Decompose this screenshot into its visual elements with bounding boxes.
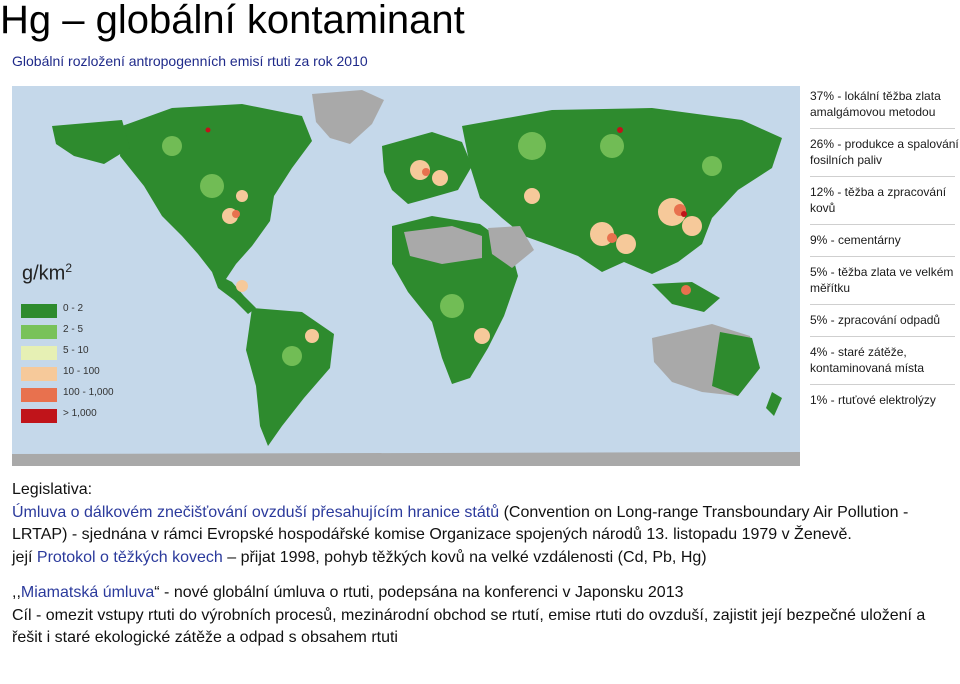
legend-label: > 1,000 (63, 408, 97, 419)
legislation-text (12, 479, 957, 650)
legend-swatch (21, 388, 57, 402)
map-legend (16, 300, 116, 426)
goal-paragraph: Cíl - omezit vstupy rtuti do výrobních procesů, mezinárodní obchod se rtutí, emise rtuti do ovzduší, zajistit její bezpečné uložení a řešit i staré ekologické zátěže a odpad s obsahem rtuti (12, 606, 926, 646)
source-item: 5% - těžba zlata ve velkém měřítku (810, 265, 954, 295)
legend-label: 100 - 1,000 (63, 387, 114, 398)
divider (810, 304, 955, 305)
source-item: 1% - rtuťové elektrolýzy (810, 393, 936, 407)
protocol-description: – přijat 1998, pohyb těžkých kovů na velké vzdálenosti (Cd, Pb, Hg) (222, 548, 707, 566)
legend-swatch (21, 304, 57, 318)
divider (810, 336, 955, 337)
legend-label: 5 - 10 (63, 345, 89, 356)
minamata-paragraph (12, 582, 957, 605)
legislation-heading: Legislativa: (12, 481, 93, 498)
protocol-prefix: její (12, 548, 37, 566)
antarctica (12, 452, 800, 466)
divider (810, 128, 955, 129)
source-item: 5% - zpracování odpadů (810, 313, 941, 327)
world-emission-map (12, 86, 800, 466)
legend-label: 10 - 100 (63, 366, 100, 377)
legend-swatch (21, 409, 57, 423)
legend-item (16, 384, 116, 405)
divider (810, 224, 955, 225)
legend-label: 0 - 2 (63, 303, 84, 314)
page-subtitle: Globální rozložení antropogenních emisí rtuti za rok 2010 (12, 53, 368, 69)
source-item: 9% - cementárny (810, 233, 901, 247)
source-item: 37% - lokální těžba zlata amalgámovou metodou (810, 89, 941, 119)
emission-sources-list (810, 88, 960, 408)
protocol-link[interactable]: Protokol o těžkých kovech (36, 548, 223, 566)
divider (810, 384, 955, 385)
legend-item (16, 405, 116, 426)
legend-item (16, 363, 116, 384)
legend-swatch (21, 346, 57, 360)
lrtap-paragraph (12, 502, 957, 547)
page-title: Hg – globální kontaminant (0, 0, 465, 42)
legend-item (16, 321, 116, 342)
map-unit-label: $g/km^2$ (22, 261, 73, 285)
legend-item (16, 342, 116, 363)
source-item: 4% - staré zátěže, kontaminovaná místa (810, 345, 925, 375)
protocol-paragraph (12, 547, 957, 570)
world-map-svg (12, 86, 800, 466)
legend-swatch (21, 367, 57, 381)
lrtap-link[interactable]: Úmluva o dálkovém znečišťování ovzduší přesahujícím hranice států (12, 503, 500, 521)
minamata-link[interactable]: Miamatská úmluva (20, 584, 155, 601)
legend-swatch (21, 325, 57, 339)
divider (810, 256, 955, 257)
minamata-description: “ - nové globální úmluva o rtuti, podepsána na konferenci v Japonsku 2013 (154, 584, 684, 601)
source-item: 26% - produkce a spalování fosilních paliv (810, 137, 959, 167)
source-item: 12% - těžba a zpracování kovů (810, 185, 947, 215)
spacer (12, 569, 957, 582)
minamata-quote: ,, (12, 584, 21, 601)
lrtap-description: (Convention on Long-range Transboundary Air Pollution - LRTAP) - sjednána v rámci Evropské hospodářské komise Organizace spojených národů 13. listopadu 1979 v Ženevě. (12, 503, 909, 543)
legend-label: 2 - 5 (63, 324, 84, 335)
divider (810, 176, 955, 177)
legend-item (16, 300, 116, 321)
